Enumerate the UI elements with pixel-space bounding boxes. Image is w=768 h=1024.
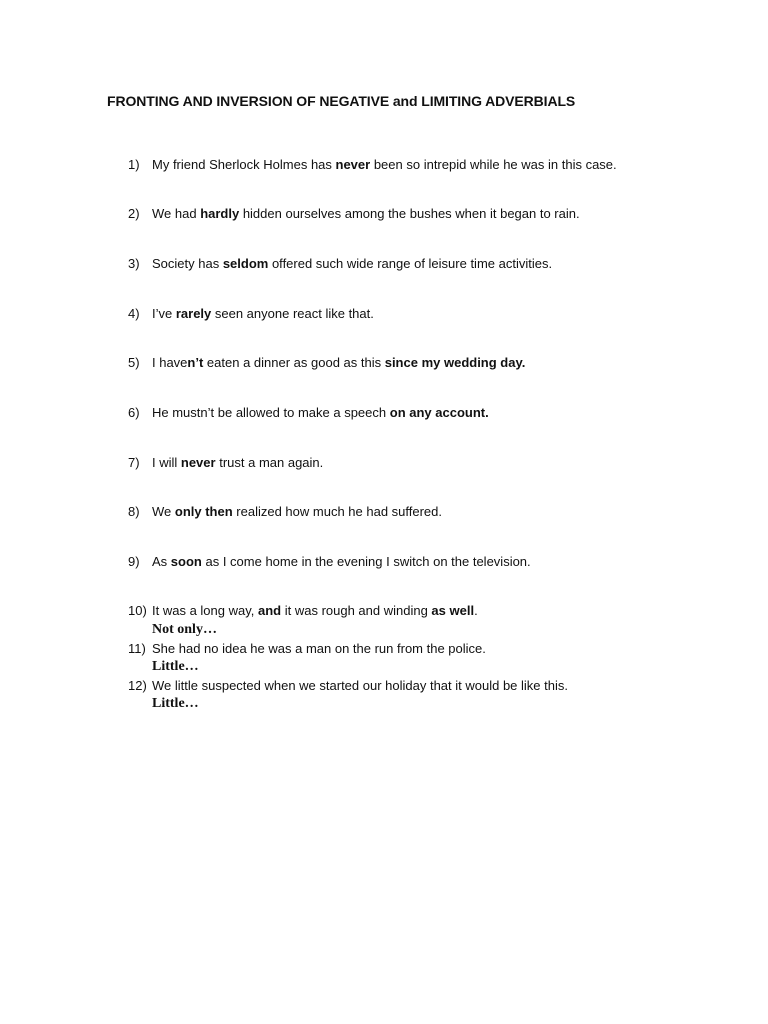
item-number: 9) [128, 554, 140, 569]
emphasized-phrase: on any account. [389, 405, 489, 420]
sentence-text: as I come home in the evening I switch on the television. [201, 554, 531, 569]
exercise-item [128, 603, 478, 618]
sentence-text: hidden ourselves among the bushes when it began to rain. [239, 206, 580, 221]
sentence-text: trust a man again. [215, 455, 324, 470]
exercise-item [128, 554, 531, 569]
sentence-text: been so intrepid while he was in this case. [370, 157, 617, 172]
page-title [107, 93, 575, 109]
prompt-little-1: Little… [152, 659, 199, 674]
sentence-text: I’ve [152, 306, 176, 321]
prompt-not-only: Not only… [152, 622, 217, 637]
emphasized-phrase: never [180, 455, 216, 470]
emphasized-phrase: only then [174, 504, 233, 519]
item-number: 8) [128, 504, 140, 519]
sentence-text: eaten a dinner as good as this [203, 355, 385, 370]
emphasized-phrase: hardly [200, 206, 240, 221]
sentence-text: My friend Sherlock Holmes has [152, 157, 336, 172]
prompt-little-2: Little… [152, 696, 199, 711]
emphasized-phrase: soon [170, 554, 202, 569]
sentence-text: It was a long way, [152, 603, 258, 618]
emphasized-phrase: since my wedding day. [384, 355, 526, 370]
emphasized-phrase: never [335, 157, 371, 172]
item-number: 4) [128, 306, 140, 321]
item-number: 3) [128, 256, 140, 271]
item-number: 12) [128, 678, 147, 693]
item-number: 11) [128, 641, 146, 656]
exercise-item [128, 306, 374, 321]
item-number: 6) [128, 405, 140, 420]
item-number: 10) [128, 603, 147, 618]
exercise-item [128, 157, 617, 172]
exercise-item [128, 206, 580, 221]
sentence-text: Society has [152, 256, 223, 271]
exercise-item [128, 678, 568, 693]
sentence-text: We [152, 504, 175, 519]
exercise-item [128, 405, 489, 420]
exercise-item [128, 504, 442, 519]
title-part-3: LIMITING ADVERBIALS [417, 93, 576, 109]
exercise-item [128, 455, 323, 470]
item-number: 5) [128, 355, 140, 370]
sentence-text: We had [152, 206, 201, 221]
item-number: 2) [128, 206, 140, 221]
title-part-2: and [392, 93, 418, 109]
title-part-1: FRONTING AND INVERSION OF NEGATIVE [107, 93, 393, 109]
sentence-text: We little suspected when we started our holiday that it would be like this. [152, 678, 568, 693]
sentence-text: She had no idea he was a man on the run from the police. [152, 641, 486, 656]
emphasized-phrase: as well [431, 603, 475, 618]
emphasized-phrase: and [257, 603, 282, 618]
emphasized-phrase: n’t [187, 355, 204, 370]
emphasized-phrase: rarely [175, 306, 212, 321]
exercise-item [128, 256, 552, 271]
item-number: 7) [128, 455, 140, 470]
sentence-text: I will [152, 455, 181, 470]
sentence-text: realized how much he had suffered. [232, 504, 443, 519]
item-number: 1) [128, 157, 140, 172]
exercise-item [128, 355, 525, 370]
exercise-item [128, 641, 486, 656]
sentence-text: He mustn’t be allowed to make a speech [152, 405, 390, 420]
sentence-text: I have [152, 355, 188, 370]
sentence-text: . [474, 603, 478, 618]
emphasized-phrase: seldom [222, 256, 269, 271]
sentence-text: offered such wide range of leisure time activities. [268, 256, 553, 271]
sentence-text: seen anyone react like that. [211, 306, 374, 321]
sentence-text: As [152, 554, 171, 569]
sentence-text: it was rough and winding [281, 603, 432, 618]
